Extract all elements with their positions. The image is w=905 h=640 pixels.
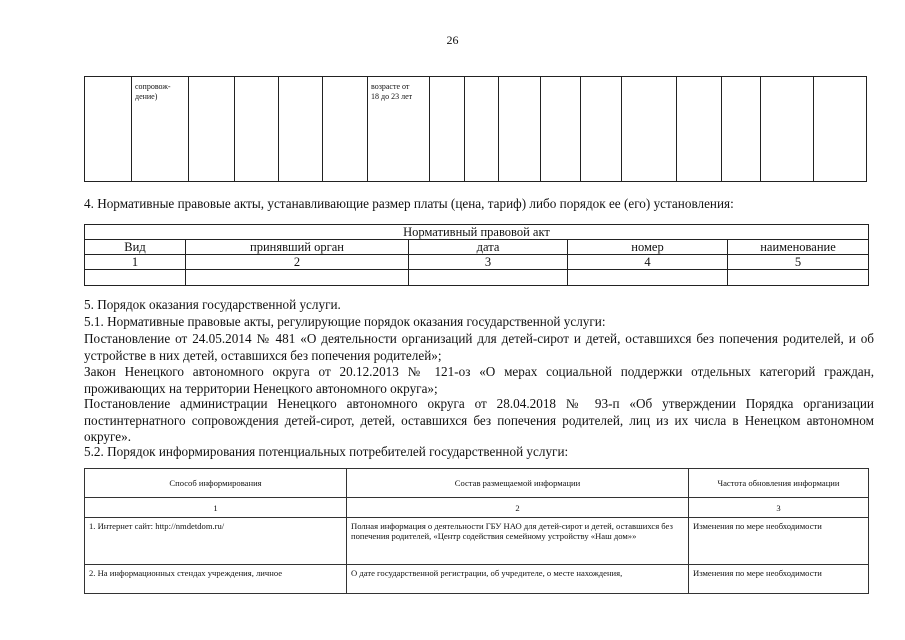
table-border (866, 76, 867, 182)
empty-cell (568, 270, 728, 286)
table-row (85, 270, 869, 286)
frequency-cell: Изменения по мере необходимости (689, 565, 869, 594)
table-row (85, 255, 869, 270)
table-border (621, 76, 622, 182)
column-number-cell: 3 (409, 255, 568, 270)
empty-cell (728, 270, 869, 286)
legal-act-table (84, 224, 869, 286)
table-row (85, 225, 869, 240)
table-border (131, 76, 132, 182)
column-number-cell: 4 (568, 255, 728, 270)
cell-text-line: дение) (135, 92, 158, 101)
group-header-cell: Нормативный правовой акт (85, 225, 869, 240)
cell-text-line: 18 до 23 лет (371, 92, 413, 101)
empty-cell (186, 270, 409, 286)
header-content: Состав размещаемой информации (347, 469, 689, 498)
table-border (540, 76, 541, 182)
table-border (464, 76, 465, 182)
cell-service-type (135, 82, 171, 102)
frequency-cell: Изменения по мере необходимости (689, 518, 869, 565)
empty-cell (409, 270, 568, 286)
legal-act-paragraph-2: Закон Ненецкого автономного округа от 20.12.2013 № 121-оз «О мерах социальной поддержки отдельных категорий граждан, проживающих на территории Ненецкого автономного округа»; (84, 364, 874, 396)
table-border (429, 76, 430, 182)
content-cell: Полная информация о деятельности ГБУ НАО для детей-сирот и детей, оставшихся без попечения родителей, «Центр содействия семейному устройству «Наш дом»» (347, 518, 689, 565)
information-table (84, 468, 869, 594)
table-row (85, 565, 869, 594)
column-number-cell: 2 (347, 498, 689, 518)
empty-cell (85, 270, 186, 286)
header-method: Способ информирования (85, 469, 347, 498)
column-number-cell: 3 (689, 498, 869, 518)
section-5-2-heading: 5.2. Порядок информирования потенциальных потребителей государственной услуги: (84, 444, 569, 459)
content-cell: О дате государственной регистрации, об учредителе, о месте нахождения, (347, 565, 689, 594)
table-row (85, 469, 869, 498)
table-border (580, 76, 581, 182)
table-border (498, 76, 499, 182)
page-number: 26 (446, 33, 459, 47)
cell-text-line: возрасте от (371, 82, 410, 91)
column-header-number: номер (568, 240, 728, 255)
legal-act-paragraph-3: Постановление администрации Ненецкого автономного округа от 28.04.2018 № 93-п «Об утверждении Порядка организации постинтернатного сопровождения детей-сирот, детей, оставшихся без попечения родителей, лиц из их числа в Ненецком автономном округе». (84, 396, 874, 444)
table-border (813, 76, 814, 182)
section-5-heading: 5. Порядок оказания государственной услуги. (84, 297, 341, 312)
header-frequency: Частота обновления информации (689, 469, 869, 498)
column-header-type: Вид (85, 240, 186, 255)
column-number-cell: 1 (85, 498, 347, 518)
table-row (85, 518, 869, 565)
column-header-issuing-body: принявший орган (186, 240, 409, 255)
table-border (188, 76, 189, 182)
column-number-cell: 2 (186, 255, 409, 270)
method-cell: 1. Интернет сайт: http://nmdetdom.ru/ (85, 518, 347, 565)
table-border (721, 76, 722, 182)
table-border (84, 76, 867, 77)
cell-text-line: сопровож- (135, 82, 171, 91)
cell-age-range (371, 82, 412, 102)
table-row (85, 240, 869, 255)
column-number-cell: 5 (728, 255, 869, 270)
column-number-cell: 1 (85, 255, 186, 270)
table-border (84, 181, 867, 182)
method-cell: 2. На информационных стендах учреждения, личное (85, 565, 347, 594)
table-border (676, 76, 677, 182)
table-border (278, 76, 279, 182)
legal-act-paragraph-1: Постановление от 24.05.2014 № 481 «О деятельности организаций для детей-сирот и детей, оставшихся без попечения родителей, и об устройстве в них детей, оставшихся без попечения родителей»; (84, 331, 874, 363)
table-border (322, 76, 323, 182)
table-border (234, 76, 235, 182)
table-border (760, 76, 761, 182)
column-header-name: наименование (728, 240, 869, 255)
section-4-heading: 4. Нормативные правовые акты, устанавливающие размер платы (цена, тариф) либо порядок ее (его) установления: (84, 196, 734, 211)
table-row (85, 498, 869, 518)
column-header-date: дата (409, 240, 568, 255)
table-border (367, 76, 368, 182)
table-border (84, 76, 85, 182)
section-5-1-heading: 5.1. Нормативные правовые акты, регулирующие порядок оказания государственной услуги: (84, 314, 606, 329)
continuation-table (84, 76, 867, 182)
